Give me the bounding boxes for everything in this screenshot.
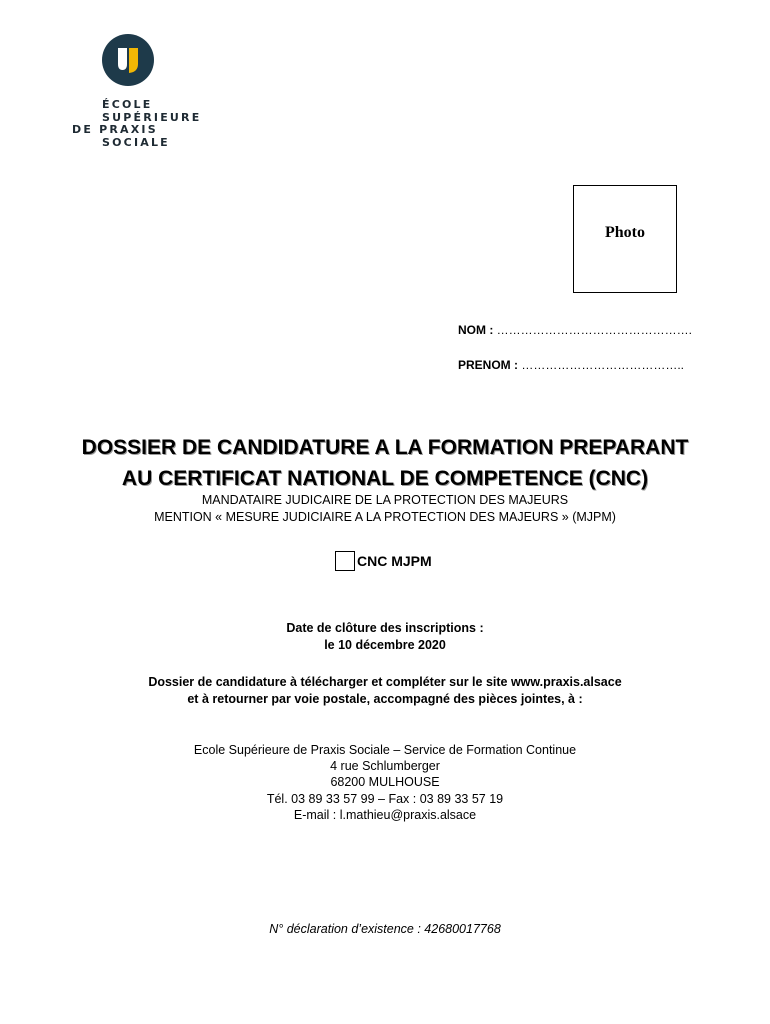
photo-label: Photo xyxy=(605,224,645,241)
prenom-dots: ………………………………….. xyxy=(521,358,685,372)
esps-logo-icon xyxy=(102,34,154,86)
document-title-line-2: AU CERTIFICAT NATIONAL DE COMPETENCE (CNC) xyxy=(121,467,649,490)
instructions-line-2: et à retourner par voie postale, accompagné des pièces jointes, à : xyxy=(187,692,583,706)
nom-label: NOM : xyxy=(458,323,494,337)
logo-text-line: ÉCOLE xyxy=(102,98,153,111)
cnc-mjpm-label: CNC MJPM xyxy=(357,553,432,569)
nom-dots: …………………………………………. xyxy=(496,323,693,337)
prenom-field[interactable] xyxy=(458,358,684,372)
address-phone-line: Tél. 03 89 33 57 99 – Fax : 03 89 33 57 19 xyxy=(266,792,504,806)
deadline-label: Date de clôture des inscriptions : xyxy=(286,621,484,635)
logo-text-line: DE PRAXIS xyxy=(72,123,158,137)
address-line: 68200 MULHOUSE xyxy=(330,775,440,789)
subtitle-line-2: MENTION « MESURE JUDICIAIRE A LA PROTECTION DES MAJEURS » (MJPM) xyxy=(154,510,616,524)
nom-field[interactable] xyxy=(458,323,692,337)
subtitle-line-1: MANDATAIRE JUDICAIRE DE LA PROTECTION DES MAJEURS xyxy=(201,493,569,507)
address-line: Ecole Supérieure de Praxis Sociale – Service de Formation Continue xyxy=(193,743,577,757)
logo-text-line: SUPÉRIEURE xyxy=(102,110,202,124)
prenom-label: PRENOM : xyxy=(458,358,518,372)
document-title-line-1: DOSSIER DE CANDIDATURE A LA FORMATION PREPARANT xyxy=(81,436,689,459)
logo-text-line: SOCIALE xyxy=(102,135,170,149)
address-line: 4 rue Schlumberger xyxy=(330,759,440,773)
address-email-line: E-mail : l.mathieu@praxis.alsace xyxy=(293,808,477,822)
cnc-mjpm-checkbox[interactable] xyxy=(335,551,355,571)
photo-placeholder xyxy=(573,185,677,293)
declaration-number: N° déclaration d’existence : 42680017768 xyxy=(269,922,501,936)
deadline-date: le 10 décembre 2020 xyxy=(324,638,446,652)
instructions-line-1: Dossier de candidature à télécharger et compléter sur le site www.praxis.alsace xyxy=(148,675,622,689)
cnc-mjpm-option[interactable] xyxy=(335,550,432,572)
